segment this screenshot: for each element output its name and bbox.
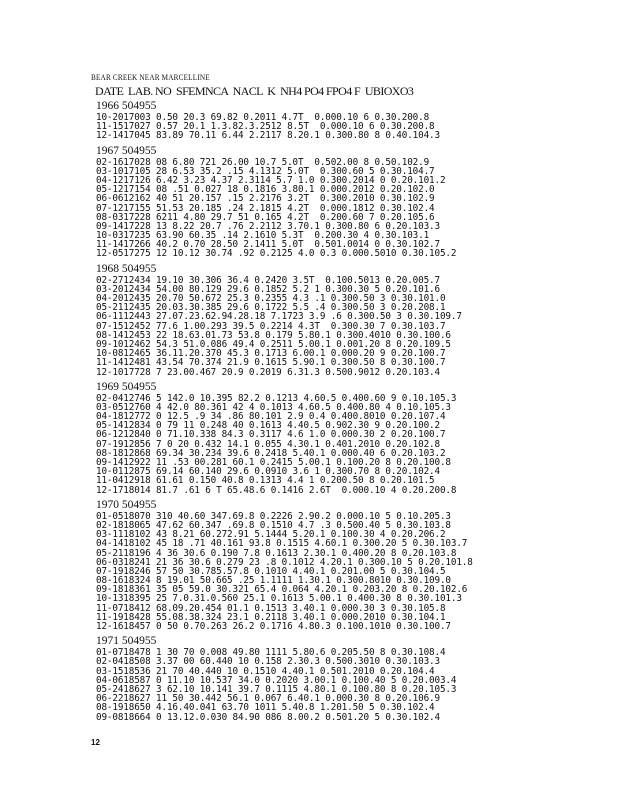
year-rows xyxy=(96,394,566,495)
table-row: 01-0518070 310 40.60 347.69.8 0.2226 2.90.2 0.000.10 5 0.10.205.3 xyxy=(96,510,451,522)
year-rows xyxy=(96,113,566,141)
year-rows xyxy=(96,512,566,631)
table-row: 04-1812772 0 12.5 .9 34 .86 80.101 2.9 0.4 0.400.8010 0.20.107.4 xyxy=(96,411,446,423)
table-row: 02-1818065 47.62 60.347 .69.8 0.1510 4.7 .3 0.500.40 5 0.30.103.8 xyxy=(96,519,451,531)
column-header: DATE LAB. NO SFEMNCA NACL K NH4 PO4 FPO4 F UBIOXO3 xyxy=(95,84,414,98)
table-row: 04-2012435 20.70 50.672 25.3 0.2355 4.3 .1 0.300.50 3 0.30.101.0 xyxy=(96,293,446,304)
table-row: 09-1818361 35 05 59.0 30.321 65.4 0.064 4.20.1 0.203.20 8 0.20.102.6 xyxy=(96,584,468,596)
year-heading: 1968 504955 xyxy=(96,262,157,275)
year-heading: 1969 504955 xyxy=(96,380,157,393)
year-heading: 1970 504955 xyxy=(96,498,157,511)
table-row: 11-1412481 43.54 70.374 21.9 0.1615 5.90.1 0.300.50 8 0.30.100.7 xyxy=(96,357,446,369)
table-row: 05-1217154 08 .51 0.027 18 0.1816 3.80.1 0.000.2012 0.20.102.0 xyxy=(96,184,435,196)
year-heading: 1967 504955 xyxy=(96,144,157,157)
table-row: 08-1618324 8 19.01 50.665 .25 1.1111 1.30.1 0.300.8010 0.30.109.0 xyxy=(96,575,451,587)
table-row: 02-2712434 19.10 30.306 36.4 0.2420 3.5T 0.100.5013 0.20.005.7 xyxy=(96,274,440,286)
year-rows xyxy=(96,158,566,259)
table-row: 06-0318241 21 36 30.6 0.279 23 .8 0.1012 4.20.1 0.300.10 5 0.20.101.8 xyxy=(96,556,473,568)
table-row: 12-1718014 81.7 .61 6 T 65.48.6 0.1416 2.6T 0.000.10 4 0.20.200.8 xyxy=(96,484,457,496)
table-row: 05-2112435 20.03.30.385 29.6 0.1722 5.5 .4 0.300.50 3 0.20.208.1 xyxy=(96,302,446,314)
table-row: 03-1017105 28 6.53 35.2 .15 4.1312 5.0T 0.300.60 5 0.30.104.7 xyxy=(96,165,435,177)
table-row: 04-1418102 45 18 .71 40.161 93.8 0.1515 4.60.1 0.300.20 5 0.30.103.7 xyxy=(96,538,468,550)
table-row: 12-0517275 12 10.12 30.74 .92 0.2125 4.0 0.3 0.000.5010 0.30.105.2 xyxy=(96,248,457,260)
year-rows xyxy=(96,648,566,722)
table-row: 11-0718412 68.09.20.454 01.1 0.1513 3.40.1 0.000.30 3 0.30.105.8 xyxy=(96,602,446,614)
table-row: 05-2418627 3 62.10 10.141 39.7 0.1115 4.80.1 0.100.80 8 0.20.105.3 xyxy=(96,683,457,695)
table-row: 03-1518536 21 70 40.440 10 0.1510 4.40.1 0.501.2010 0.20.104.4 xyxy=(96,665,435,677)
table-row: 02-0412746 5 142.0 10.395 82.2 0.1213 4.60.5 0.400.60 9 0.10.105.3 xyxy=(96,392,457,404)
table-row: 12-1618457 0 50 0.70.263 26.2 0.1716 4.80.3 0.100.1010 0.30.100.7 xyxy=(96,621,451,632)
table-row: 05-1412834 0 79 11 0.248 40 0.1613 4.40.5 0.902.30 9 0.20.100.2 xyxy=(96,420,440,432)
table-row: 08-1412453 22 18.63.01.73 53.8 0.179 5.80.1 0.300.4010 0.30.100.6 xyxy=(96,329,451,341)
table-row: 10-1318395 25 7.0.31.0.560 25.1 0.1613 5.00.1 0.400.30 8 0.30.101.3 xyxy=(96,593,462,605)
table-row: 03-1118102 43 8.21 60.272.91 5.1444 5.20.1 0.100.30 4 0.20.206.2 xyxy=(96,529,446,541)
table-row: 09-1417228 13 8.22 20.7 .76 2.2112 3.70.1 0.300.80 6 0.20.103.3 xyxy=(96,220,440,232)
table-row: 02-1617028 08 6.80 721 26.00 10.7 5.0T 0.502.00 8 0.50.102.9 xyxy=(96,156,430,168)
table-row: 11-1918428 55.08.38.324 23.1 0.2118 3.40.1 0.000.2010 0.30.104.1 xyxy=(96,611,446,623)
table-row: 07-1918246 57 50 30.785.57.8 0.1010 4.40.1 0.201.00 5 0.30.104.5 xyxy=(96,565,446,577)
table-row: 07-1512452 77.6 1.00.293 39.5 0.2214 4.3T 0.300.30 7 0.30.103.7 xyxy=(96,320,446,332)
year-heading: 1966 504955 xyxy=(96,100,157,112)
table-row: 02-0418508 3.37 00 60.440 10 0.158 2.30.3 0.500.3010 0.30.103.3 xyxy=(96,656,440,668)
table-row: 08-1812868 69.34 30.234 39.6 0.2418 5.40.1 0.000.40 6 0.20.103.2 xyxy=(96,447,446,459)
table-row: 09-0818664 0 13.12.0.030 84.90 086 8.00.2 0.501.20 5 0.30.102.4 xyxy=(96,711,440,723)
table-row: 05-2118196 4 36 30.6 0.190 7.8 0.1613 2.30.1 0.400.20 8 0.20.103.8 xyxy=(96,547,457,559)
table-row: 03-2012434 54.00 80.129 29.6 0.1852 5.2 1 0.300.30 5 0.20.101.6 xyxy=(96,283,440,295)
table-row: 03-0512760 4 42.0 80.361 42 4 0.1013 4.60.5 0.400.80 4 0.10.105.3 xyxy=(96,401,451,413)
table-row: 04-0618587 0 11.10 10.537 34.0 0.2020 3.00.1 0.100.40 5 0.20.003.4 xyxy=(96,674,457,686)
table-row: 12-1017728 7 23.00.467 20.9 0.2019 6.31.3 0.500.9012 0.20.103.4 xyxy=(96,366,440,378)
table-row: 12-1417045 83.89 70.11 6.44 2.2117 8.20.1 0.300.80 8 0.40.104.3 xyxy=(96,130,440,142)
table-row: 06-1212840 0 71.10.338 84.3 0.3117 4.6 1.0 0.000.30 2 0.20.100.7 xyxy=(96,429,446,441)
table-row: 10-0812465 36.11.20.370 45.3 0.1713 6.00.1 0.000.20 9 0.20.100.7 xyxy=(96,348,446,360)
station-title: BEAR CREEK NEAR MARCELLINE xyxy=(91,73,210,82)
year-rows xyxy=(96,276,566,377)
page-number: 12 xyxy=(91,738,100,747)
data-table xyxy=(96,100,566,726)
table-row: 07-1217155 51.53 20.185 .24 2.1815 4.2T 0.000.1812 0.30.102.4 xyxy=(96,202,435,214)
table-row: 11-1417266 40.2 0.70 28.50 2.1411 5.0T 0.501.0014 0 0.30.102.7 xyxy=(96,239,440,251)
table-row: 08-0317228 6211 4.80 29.7 51 0.165 4.2T 0.200.60 7 0.20.105.6 xyxy=(96,211,435,223)
table-row: 11-0412918 61.61 0.150 40.8 0.1313 4.4 1 0.200.50 8 0.20.101.5 xyxy=(96,475,435,487)
table-row: 06-0612162 40 51 20.157 .15 2.2176 3.2T 0.300.2010 0.30.102.9 xyxy=(96,193,435,205)
year-heading: 1971 504955 xyxy=(96,635,157,648)
table-row: 06-1112443 27.07.23.62.94.28.18 7.1723 3.9 .6 0.300.50 3 0.30.109.7 xyxy=(96,311,462,323)
table-row: 07-1912856 7 0 20 0.432 14.1 0.055 4.30.1 0.401.2010 0.20.102.8 xyxy=(96,438,440,450)
table-row: 08-1918650 4.16.40.041 63.70 1011 5.40.8 1.201.50 5 0.30.102.4 xyxy=(96,702,435,714)
table-row: 10-0112875 69.14 60.140 29.6 0.0910 3.6 1 0.300.70 8 0.20.102.4 xyxy=(96,466,440,478)
table-row: 09-1412922 11 .53 00.281 60.1 0.2415 5.00.1 0.100.20 8 0.20.100.8 xyxy=(96,457,451,468)
table-row: 11-1517027 0.57 20.1 1.3.82.3.2512 8.5T 0.000.10 6 0.30.200.8 xyxy=(96,121,435,133)
table-row: 10-0317235 63.90 60.35 .14 2.1610 5.3T 0.200.30 4 0.30.103.1 xyxy=(96,230,430,242)
table-row: 04-1217126 6.42 3.23 4.37 2.3114 5.7 1.0 0.300.2014 0 0.20.101.2 xyxy=(96,174,446,186)
table-row: 10-2017003 0.50 20.3 69.82 0.2011 4.7T 0.000.10 6 0.30.200.8 xyxy=(96,112,430,123)
table-row: 09-1012462 54.3 51.0.086 49.4 0.2511 5.00.1 0.001.20 8 0.20.109.5 xyxy=(96,338,451,350)
table-row: 06-2218627 11 50 30.442 56.1 0.067 6.40.1 0.000.30 8 0.20.106.9 xyxy=(96,693,440,705)
table-row: 01-0718478 1 30 70 0.008 49.80 1111 5.80.6 0.205.50 8 0.30.108.4 xyxy=(96,647,446,659)
